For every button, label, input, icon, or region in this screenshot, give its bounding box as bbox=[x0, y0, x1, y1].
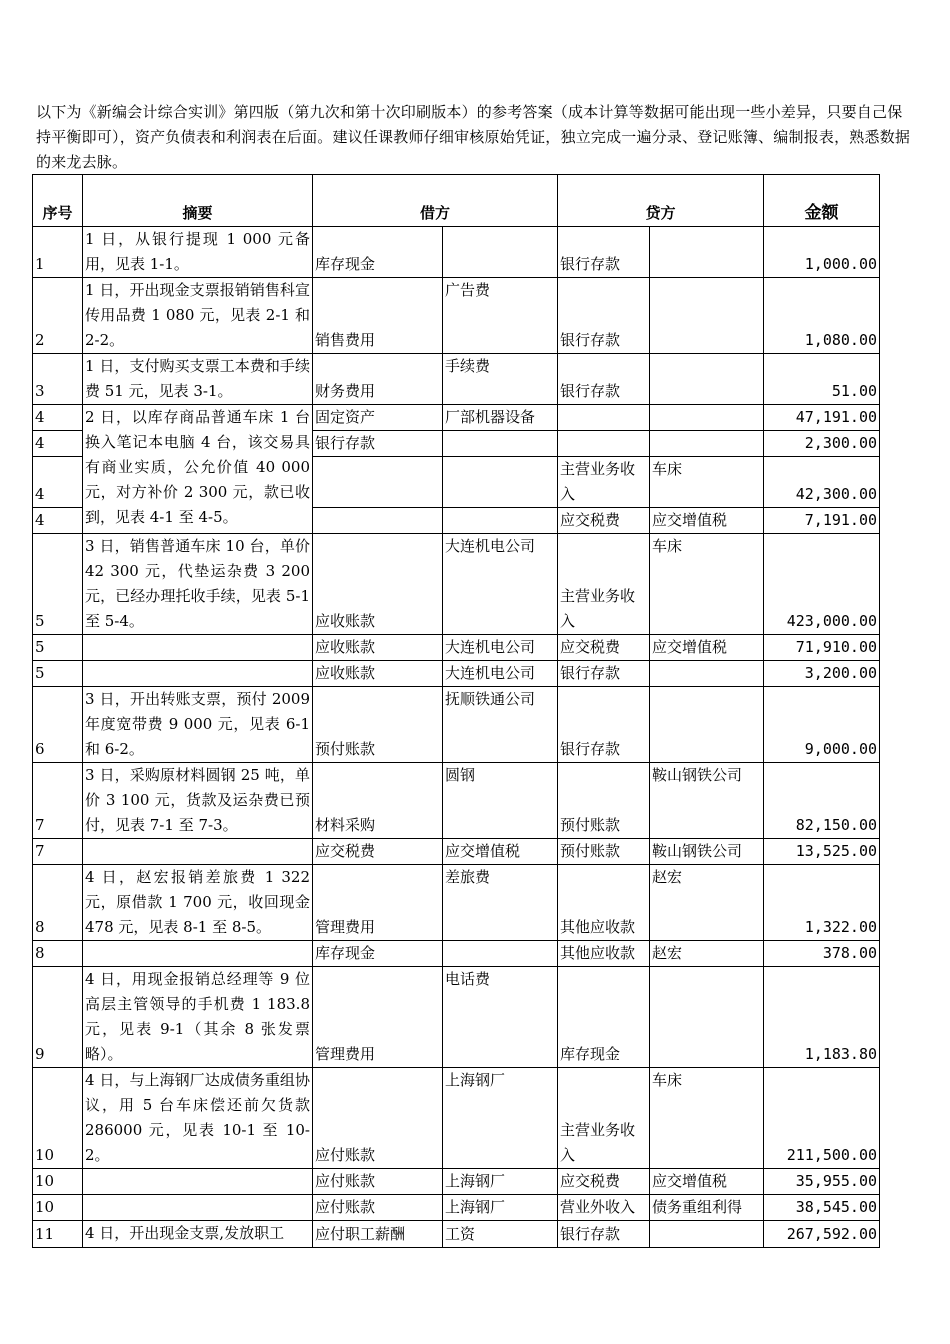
credit-sub: 应交增值税 bbox=[650, 635, 764, 661]
table-row bbox=[33, 941, 880, 967]
amount-cell: 13,525.00 bbox=[764, 839, 880, 865]
credit-sub: 车床 bbox=[650, 534, 764, 635]
summary-cell: 3 日，采购原材料圆钢 25 吨，单价 3 100 元，货款及运杂费已预付，见表 7-1 至 7-3。 bbox=[83, 763, 313, 839]
debit-account: 应收账款 bbox=[313, 635, 443, 661]
credit-account: 银行存款 bbox=[558, 661, 650, 687]
debit-sub bbox=[443, 431, 558, 457]
header-summary: 摘要 bbox=[83, 175, 313, 227]
seq-cell: 7 bbox=[33, 763, 83, 839]
table-row bbox=[33, 405, 880, 431]
credit-account: 应交税费 bbox=[558, 508, 650, 534]
debit-sub: 上海钢厂 bbox=[443, 1195, 558, 1221]
debit-sub: 广告费 bbox=[443, 278, 558, 354]
header-amount: 金额 bbox=[764, 175, 880, 227]
credit-sub: 赵宏 bbox=[650, 865, 764, 941]
amount-cell: 35,955.00 bbox=[764, 1169, 880, 1195]
debit-sub: 抚顺铁通公司 bbox=[443, 687, 558, 763]
summary-cell: 1 日，开出现金支票报销销售科宣传用品费 1 080 元，见表 2-1 和 2-2。 bbox=[83, 278, 313, 354]
debit-account: 库存现金 bbox=[313, 941, 443, 967]
table-row bbox=[33, 1195, 880, 1221]
debit-sub: 工资 bbox=[443, 1221, 558, 1248]
debit-account: 销售费用 bbox=[313, 278, 443, 354]
debit-account: 管理费用 bbox=[313, 865, 443, 941]
debit-account: 管理费用 bbox=[313, 967, 443, 1068]
table-row bbox=[33, 865, 880, 941]
seq-cell: 2 bbox=[33, 278, 83, 354]
amount-cell: 211,500.00 bbox=[764, 1068, 880, 1169]
credit-account: 银行存款 bbox=[558, 687, 650, 763]
table-row bbox=[33, 763, 880, 839]
credit-sub: 鞍山钢铁公司 bbox=[650, 839, 764, 865]
amount-cell: 47,191.00 bbox=[764, 405, 880, 431]
amount-cell: 2,300.00 bbox=[764, 431, 880, 457]
credit-account: 库存现金 bbox=[558, 967, 650, 1068]
credit-account: 应交税费 bbox=[558, 635, 650, 661]
table-row bbox=[33, 227, 880, 278]
table-row bbox=[33, 661, 880, 687]
seq-cell: 10 bbox=[33, 1068, 83, 1169]
amount-cell: 71,910.00 bbox=[764, 635, 880, 661]
debit-sub bbox=[443, 941, 558, 967]
debit-sub: 上海钢厂 bbox=[443, 1169, 558, 1195]
amount-cell: 51.00 bbox=[764, 354, 880, 405]
seq-cell: 10 bbox=[33, 1169, 83, 1195]
debit-account: 材料采购 bbox=[313, 763, 443, 839]
credit-sub bbox=[650, 687, 764, 763]
amount-cell: 1,322.00 bbox=[764, 865, 880, 941]
summary-cell: 4 日，赵宏报销差旅费 1 322 元，原借款 1 700 元，收回现金 478 元，见表 8-1 至 8-5。 bbox=[83, 865, 313, 941]
journal-table bbox=[32, 174, 880, 1248]
summary-cell: 4 日，与上海钢厂达成债务重组协议，用 5 台车床偿还前欠货款 286000 元，见表 10-1 至 10-2。 bbox=[83, 1068, 313, 1169]
table-header-row bbox=[33, 175, 880, 227]
summary-cell: 1 日，从银行提现 1 000 元备用，见表 1-1。 bbox=[83, 227, 313, 278]
credit-account: 银行存款 bbox=[558, 227, 650, 278]
credit-sub bbox=[650, 431, 764, 457]
seq-cell: 5 bbox=[33, 635, 83, 661]
seq-cell: 4 bbox=[33, 431, 83, 457]
amount-cell: 82,150.00 bbox=[764, 763, 880, 839]
summary-cell: 2 日，以库存商品普通车床 1 台换入笔记本电脑 4 台，该交易具有商业实质，公允价值 40 000 元，对方补价 2 300 元，款已收到，见表 4-1 至 4-5。 bbox=[83, 405, 313, 534]
credit-account bbox=[558, 431, 650, 457]
credit-account: 其他应收款 bbox=[558, 865, 650, 941]
credit-sub bbox=[650, 967, 764, 1068]
table-row bbox=[33, 1169, 880, 1195]
summary-cell bbox=[83, 941, 313, 967]
debit-account: 应交税费 bbox=[313, 839, 443, 865]
credit-sub: 车床 bbox=[650, 457, 764, 508]
summary-cell bbox=[83, 1169, 313, 1195]
table-row bbox=[33, 635, 880, 661]
credit-sub bbox=[650, 661, 764, 687]
credit-account: 主营业务收入 bbox=[558, 534, 650, 635]
seq-cell: 8 bbox=[33, 941, 83, 967]
credit-sub bbox=[650, 1221, 764, 1248]
amount-cell: 38,545.00 bbox=[764, 1195, 880, 1221]
seq-cell: 1 bbox=[33, 227, 83, 278]
credit-account: 银行存款 bbox=[558, 354, 650, 405]
table-row bbox=[33, 839, 880, 865]
table-row bbox=[33, 1221, 880, 1248]
table-row bbox=[33, 354, 880, 405]
credit-sub: 鞍山钢铁公司 bbox=[650, 763, 764, 839]
summary-cell bbox=[83, 635, 313, 661]
amount-cell: 3,200.00 bbox=[764, 661, 880, 687]
credit-sub: 车床 bbox=[650, 1068, 764, 1169]
credit-account: 应交税费 bbox=[558, 1169, 650, 1195]
debit-sub: 差旅费 bbox=[443, 865, 558, 941]
amount-cell: 9,000.00 bbox=[764, 687, 880, 763]
amount-cell: 423,000.00 bbox=[764, 534, 880, 635]
debit-account: 应收账款 bbox=[313, 534, 443, 635]
seq-cell: 11 bbox=[33, 1221, 83, 1248]
table-row bbox=[33, 278, 880, 354]
credit-sub bbox=[650, 354, 764, 405]
credit-sub: 应交增值税 bbox=[650, 1169, 764, 1195]
summary-cell: 4 日，用现金报销总经理等 9 位高层主管领导的手机费 1 183.8 元，见表 9-1（其余 8 张发票略）。 bbox=[83, 967, 313, 1068]
debit-account: 应付账款 bbox=[313, 1068, 443, 1169]
header-debit: 借方 bbox=[313, 175, 558, 227]
summary-cell bbox=[83, 1195, 313, 1221]
debit-account: 财务费用 bbox=[313, 354, 443, 405]
debit-account: 银行存款 bbox=[313, 431, 443, 457]
credit-sub: 赵宏 bbox=[650, 941, 764, 967]
table-row bbox=[33, 687, 880, 763]
summary-cell: 4 日，开出现金支票,发放职工 bbox=[83, 1221, 313, 1248]
seq-cell: 8 bbox=[33, 865, 83, 941]
debit-account: 固定资产 bbox=[313, 405, 443, 431]
debit-sub: 电话费 bbox=[443, 967, 558, 1068]
amount-cell: 1,000.00 bbox=[764, 227, 880, 278]
debit-sub: 大连机电公司 bbox=[443, 661, 558, 687]
seq-cell: 4 bbox=[33, 457, 83, 508]
table-row bbox=[33, 967, 880, 1068]
header-credit: 贷方 bbox=[558, 175, 764, 227]
amount-cell: 267,592.00 bbox=[764, 1221, 880, 1248]
credit-account: 银行存款 bbox=[558, 1221, 650, 1248]
debit-sub: 手续费 bbox=[443, 354, 558, 405]
debit-sub: 圆钢 bbox=[443, 763, 558, 839]
amount-cell: 378.00 bbox=[764, 941, 880, 967]
credit-account: 营业外收入 bbox=[558, 1195, 650, 1221]
credit-account: 预付账款 bbox=[558, 763, 650, 839]
debit-account: 应收账款 bbox=[313, 661, 443, 687]
credit-account: 银行存款 bbox=[558, 278, 650, 354]
credit-account bbox=[558, 405, 650, 431]
debit-sub bbox=[443, 227, 558, 278]
debit-account: 应付职工薪酬 bbox=[313, 1221, 443, 1248]
summary-cell bbox=[83, 661, 313, 687]
table-row bbox=[33, 1068, 880, 1169]
seq-cell: 6 bbox=[33, 687, 83, 763]
summary-cell: 3 日，开出转账支票，预付 2009 年度宽带费 9 000 元，见表 6-1 和 6-2。 bbox=[83, 687, 313, 763]
debit-sub: 厂部机器设备 bbox=[443, 405, 558, 431]
credit-account: 其他应收款 bbox=[558, 941, 650, 967]
amount-cell: 1,080.00 bbox=[764, 278, 880, 354]
credit-account: 主营业务收入 bbox=[558, 1068, 650, 1169]
debit-sub: 大连机电公司 bbox=[443, 635, 558, 661]
credit-sub bbox=[650, 278, 764, 354]
debit-account: 库存现金 bbox=[313, 227, 443, 278]
debit-sub: 应交增值税 bbox=[443, 839, 558, 865]
table-row bbox=[33, 534, 880, 635]
summary-cell: 3 日，销售普通车床 10 台，单价 42 300 元，代垫运杂费 3 200 元，已经办理托收手续，见表 5-1 至 5-4。 bbox=[83, 534, 313, 635]
debit-sub: 大连机电公司 bbox=[443, 534, 558, 635]
credit-sub: 债务重组利得 bbox=[650, 1195, 764, 1221]
summary-cell bbox=[83, 839, 313, 865]
seq-cell: 5 bbox=[33, 534, 83, 635]
seq-cell: 5 bbox=[33, 661, 83, 687]
seq-cell: 4 bbox=[33, 405, 83, 431]
header-seq: 序号 bbox=[33, 175, 83, 227]
summary-cell: 1 日，支付购买支票工本费和手续费 51 元，见表 3-1。 bbox=[83, 354, 313, 405]
debit-account bbox=[313, 508, 443, 534]
credit-account: 主营业务收入 bbox=[558, 457, 650, 508]
seq-cell: 3 bbox=[33, 354, 83, 405]
credit-sub bbox=[650, 227, 764, 278]
debit-account: 预付账款 bbox=[313, 687, 443, 763]
seq-cell: 4 bbox=[33, 508, 83, 534]
credit-sub bbox=[650, 405, 764, 431]
debit-account: 应付账款 bbox=[313, 1169, 443, 1195]
seq-cell: 9 bbox=[33, 967, 83, 1068]
intro-paragraph: 以下为《新编会计综合实训》第四版（第九次和第十次印刷版本）的参考答案（成本计算等数据可能出现一些小差异，只要自己保持平衡即可），资产负债表和利润表在后面。建议任课教师仔细审核原始凭证，独立完成一遍分录、登记账簿、编制报表，熟悉数据的来龙去脉。 bbox=[36, 103, 911, 171]
credit-sub: 应交增值税 bbox=[650, 508, 764, 534]
amount-cell: 7,191.00 bbox=[764, 508, 880, 534]
debit-account: 应付账款 bbox=[313, 1195, 443, 1221]
debit-sub bbox=[443, 508, 558, 534]
amount-cell: 42,300.00 bbox=[764, 457, 880, 508]
amount-cell: 1,183.80 bbox=[764, 967, 880, 1068]
debit-sub: 上海钢厂 bbox=[443, 1068, 558, 1169]
seq-cell: 7 bbox=[33, 839, 83, 865]
credit-account: 预付账款 bbox=[558, 839, 650, 865]
debit-account bbox=[313, 457, 443, 508]
seq-cell: 10 bbox=[33, 1195, 83, 1221]
debit-sub bbox=[443, 457, 558, 508]
